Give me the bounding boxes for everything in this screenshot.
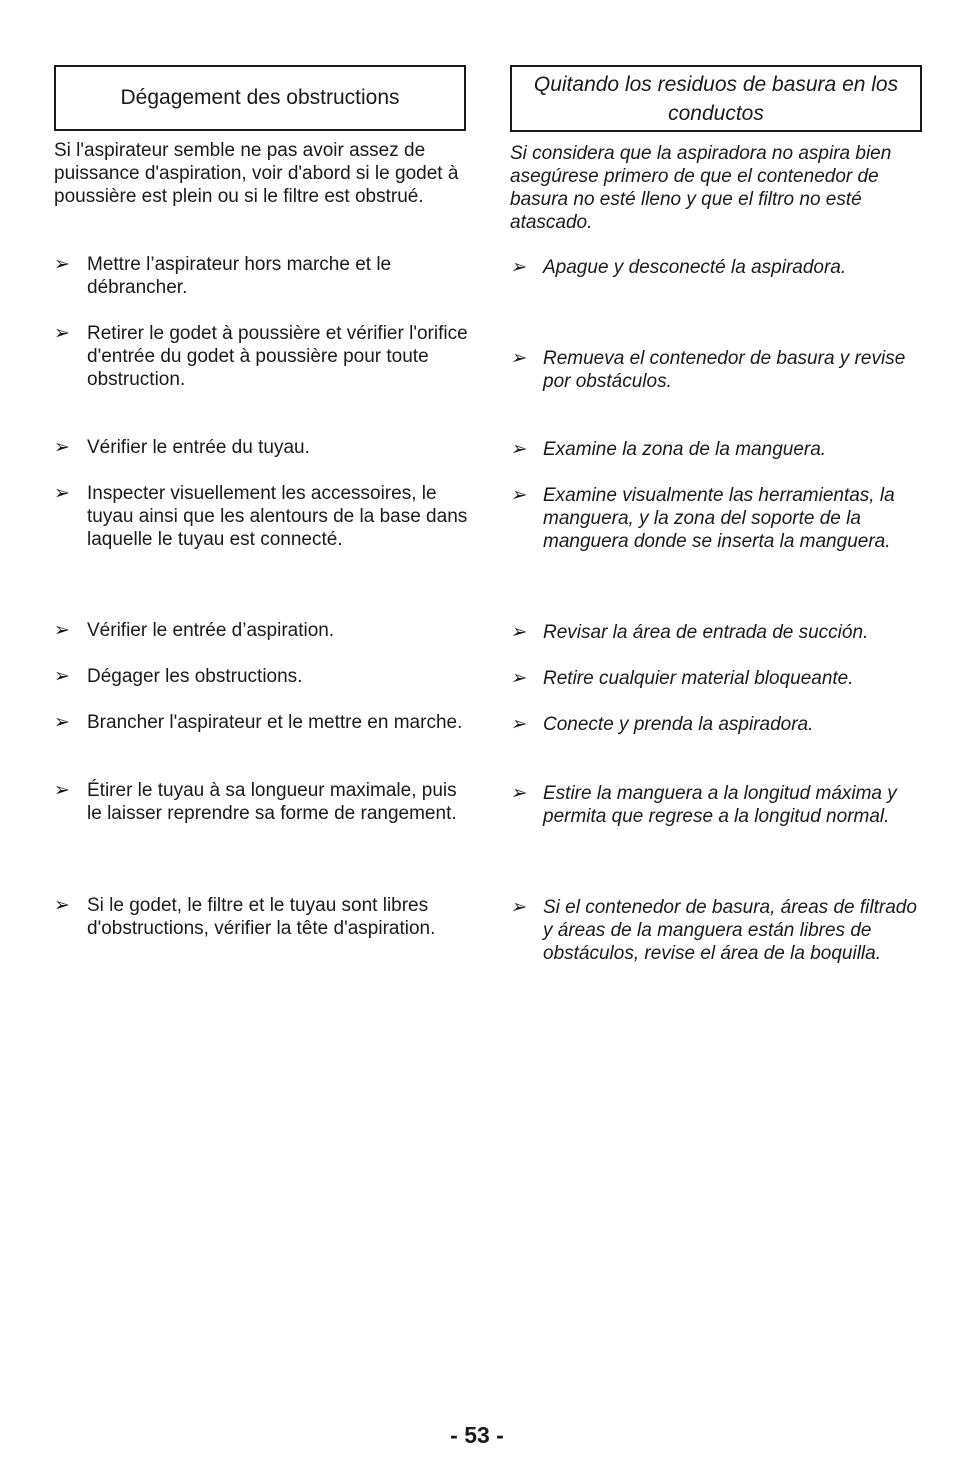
- arrow-bullet-icon: ➢: [510, 485, 526, 506]
- arrow-bullet-icon: ➢: [54, 712, 70, 733]
- arrow-bullet-icon: ➢: [54, 666, 70, 687]
- french-list-item: ➢ Dégager les obstructions.: [54, 666, 303, 687]
- french-section-title-box: [54, 65, 466, 131]
- spanish-intro-paragraph: Si considera que la aspiradora no aspira bien asegúrese primero de que el contenedor de basura no esté lleno y que el filtro no esté atascado.: [510, 143, 892, 233]
- french-list-item: ➢ Mettre l’aspirateur hors marche et le débrancher.: [54, 254, 392, 298]
- french-list-item: ➢ Inspecter visuellement les accessoires, le tuyau ainsi que les alentours de la base dans laquelle le tuyau est connecté.: [54, 483, 468, 550]
- arrow-bullet-icon: ➢: [54, 323, 70, 344]
- french-list-item: ➢ Si le godet, le filtre et le tuyau sont libres d'obstructions, vérifier la tête d'aspiration.: [54, 895, 436, 939]
- arrow-bullet-icon: ➢: [54, 254, 70, 275]
- arrow-bullet-icon: ➢: [510, 622, 526, 643]
- spanish-list-item: ➢ Apague y desconecté la aspiradora.: [510, 257, 847, 278]
- arrow-bullet-icon: ➢: [510, 783, 526, 804]
- arrow-bullet-icon: ➢: [510, 257, 526, 278]
- arrow-bullet-icon: ➢: [510, 714, 526, 735]
- arrow-bullet-icon: ➢: [54, 437, 70, 458]
- french-list-item: ➢ Brancher l'aspirateur et le mettre en marche.: [54, 712, 463, 733]
- spanish-list-item: ➢ Revisar la área de entrada de succión.: [510, 622, 869, 643]
- page-number: - 53 -: [450, 1422, 504, 1448]
- spanish-section-title: Quitando los residuos de basura en los conductos: [533, 72, 899, 125]
- spanish-list-item: ➢ Conecte y prenda la aspiradora.: [510, 714, 814, 735]
- french-intro-paragraph: Si l'aspirateur semble ne pas avoir assez de puissance d'aspiration, voir d'abord si le godet à poussière est plein ou si le filtre est obstrué.: [54, 140, 459, 207]
- french-list-item: ➢ Vérifier le entrée du tuyau.: [54, 437, 310, 458]
- spanish-list-item: ➢ Estire la manguera a la longitud máxima y permita que regrese a la longitud normal.: [510, 783, 897, 827]
- arrow-bullet-icon: ➢: [54, 620, 70, 641]
- arrow-bullet-icon: ➢: [510, 668, 526, 689]
- spanish-list-item: ➢ Remueva el contenedor de basura y revise por obstáculos.: [510, 348, 906, 392]
- arrow-bullet-icon: ➢: [510, 439, 526, 460]
- french-list-item: ➢ Étirer le tuyau à sa longueur maximale, puis le laisser reprendre sa forme de rangement.: [54, 780, 457, 824]
- french-list-item: ➢ Retirer le godet à poussière et vérifier l'orifice d'entrée du godet à poussière pour toute obstruction.: [54, 323, 468, 390]
- spanish-list-item: ➢ Examine la zona de la manguera.: [510, 439, 827, 460]
- arrow-bullet-icon: ➢: [54, 895, 70, 916]
- french-list-item: ➢ Vérifier le entrée d’aspiration.: [54, 620, 335, 641]
- spanish-list-item: ➢ Si el contenedor de basura, áreas de filtrado y áreas de la manguera están libres de obstáculos, revise el área de la boquilla.: [510, 897, 917, 964]
- arrow-bullet-icon: ➢: [510, 348, 526, 369]
- spanish-list-item: ➢ Examine visualmente las herramientas, la manguera, y la zona del soporte de la manguera donde se inserta la manguera.: [510, 485, 895, 552]
- french-section-title: Dégagement des obstructions: [120, 86, 400, 109]
- arrow-bullet-icon: ➢: [54, 780, 70, 801]
- spanish-section-title-box: [510, 65, 922, 132]
- arrow-bullet-icon: ➢: [54, 483, 70, 504]
- arrow-bullet-icon: ➢: [510, 897, 526, 918]
- spanish-list-item: ➢ Retire cualquier material bloqueante.: [510, 668, 854, 689]
